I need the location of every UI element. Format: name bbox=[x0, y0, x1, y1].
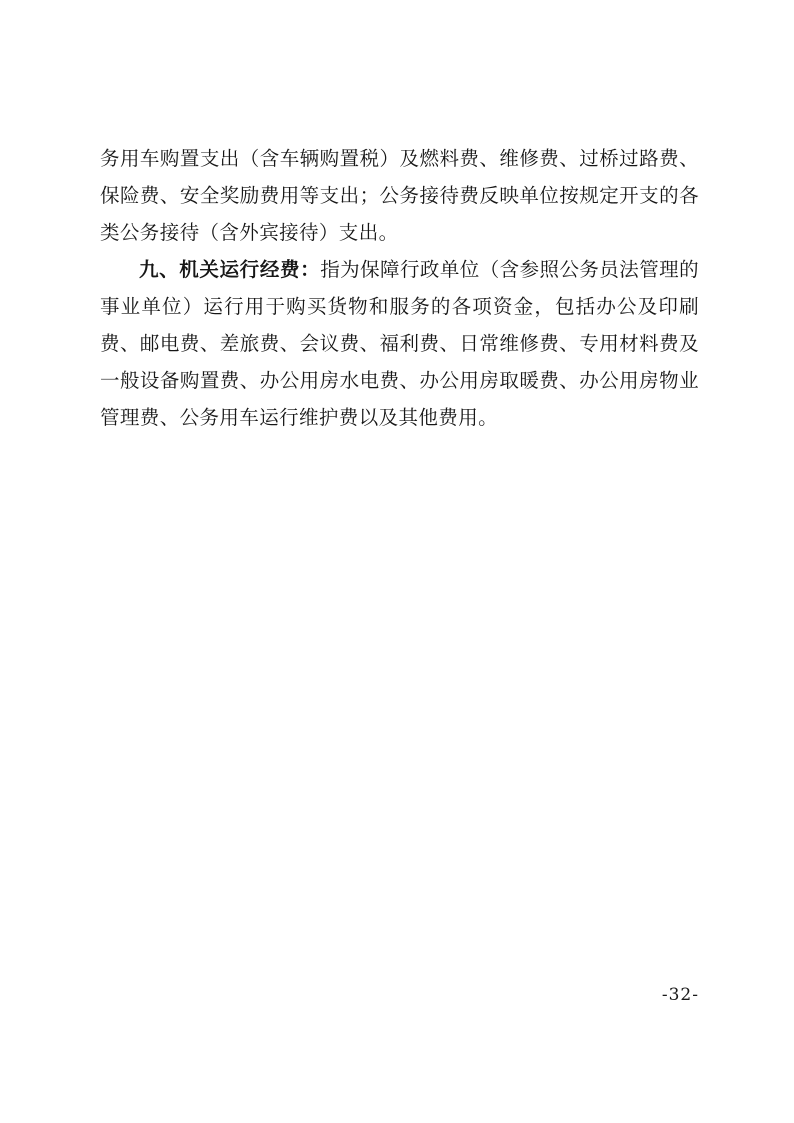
page-number: -32- bbox=[661, 985, 699, 1005]
paragraph-agency-operating-funds bbox=[100, 251, 699, 436]
paragraph-vehicle-expense bbox=[100, 140, 699, 251]
paragraph-text: 务用车购置支出（含车辆购置税）及燃料费、维修费、过桥过路费、保险费、安全奖励费用等支出；公务接待费反映单位按规定开支的各类公务接待（含外宾接待）支出。 bbox=[100, 147, 699, 244]
paragraph-lead-label: 九、机关运行经费： bbox=[139, 258, 321, 281]
paragraph-text: 指为保障行政单位（含参照公务员法管理的事业单位）运行用于购买货物和服务的各项资金，包括办公及印刷费、邮电费、差旅费、会议费、福利费、日常维修费、专用材料费及一般设备购置费、办公用房水电费、办公用房取暖费、办公用房物业管理费、公务用车运行维护费以及其他费用。 bbox=[100, 258, 699, 429]
